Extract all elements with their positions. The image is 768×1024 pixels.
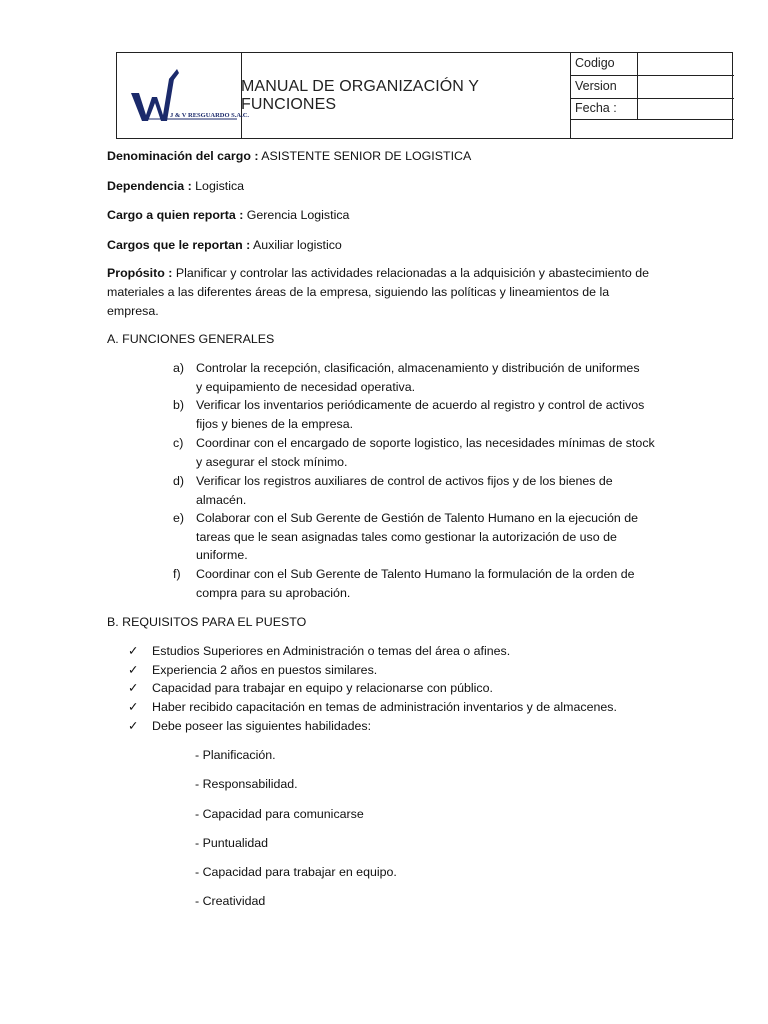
field-label: Dependencia : bbox=[107, 179, 192, 193]
field-denominacion bbox=[107, 147, 471, 165]
item-marker: e) bbox=[173, 511, 185, 525]
field-reporta bbox=[107, 206, 349, 224]
logo-cell bbox=[117, 53, 250, 138]
item-marker: d) bbox=[173, 474, 185, 488]
field-label: Propósito : bbox=[107, 266, 173, 280]
skill-item: - Planificación. bbox=[195, 748, 276, 762]
document-header bbox=[116, 52, 733, 139]
meta-label: Version bbox=[575, 79, 617, 93]
field-dependencia bbox=[107, 177, 244, 195]
skill-item: - Capacidad para comunicarse bbox=[195, 807, 364, 821]
proposito-line: Propósito : Planificar y controlar las actividades relacionadas a la adquisición y abastecimiento de bbox=[107, 266, 650, 280]
meta-row-codigo bbox=[571, 53, 734, 76]
requirement-item: ✓ Haber recibido capacitación en temas de administración inventarios y de almacenes. bbox=[128, 700, 617, 714]
proposito-line: materiales a las diferentes áreas de la empresa, siguiendo las políticas y lineamientos de la bbox=[107, 285, 610, 299]
requirement-item: ✓ Estudios Superiores en Administración o temas del área o afines. bbox=[128, 644, 511, 658]
manual-title: MANUAL DE ORGANIZACIÓN Y FUNCIONES bbox=[241, 77, 479, 113]
requirement-item: ✓ Debe poseer las siguientes habilidades: bbox=[128, 719, 372, 733]
field-label: Denominación del cargo : bbox=[107, 149, 259, 163]
field-value: Auxiliar logistico bbox=[252, 238, 342, 252]
field-value: Logistica bbox=[195, 179, 245, 193]
meta-row-version bbox=[571, 76, 734, 99]
field-value: Gerencia Logistica bbox=[246, 208, 350, 222]
section-b-title: B. REQUISITOS PARA EL PUESTO bbox=[107, 615, 307, 629]
skill-item: - Responsabilidad. bbox=[195, 777, 298, 791]
item-marker: c) bbox=[173, 436, 184, 450]
field-proposito bbox=[107, 264, 667, 321]
check-icon: ✓ bbox=[128, 644, 139, 658]
check-icon: ✓ bbox=[128, 663, 139, 677]
company-name-text: J & V RESGUARDO S.A.C. bbox=[170, 112, 250, 119]
meta-table bbox=[570, 53, 734, 138]
meta-label: Fecha : bbox=[575, 101, 617, 115]
requirement-item: ✓ Capacidad para trabajar en equipo y relacionarse con público. bbox=[128, 681, 493, 695]
meta-row-fecha bbox=[571, 99, 734, 120]
section-a-title: A. FUNCIONES GENERALES bbox=[107, 332, 275, 346]
proposito-line: empresa. bbox=[107, 304, 159, 318]
skill-item: - Puntualidad bbox=[195, 836, 269, 850]
check-icon: ✓ bbox=[128, 719, 139, 733]
item-marker: f) bbox=[173, 567, 181, 581]
item-marker: b) bbox=[173, 398, 185, 412]
field-label: Cargo a quien reporta : bbox=[107, 208, 244, 222]
field-reportan bbox=[107, 236, 342, 254]
skill-item: - Creatividad bbox=[195, 894, 266, 908]
check-icon: ✓ bbox=[128, 681, 139, 695]
company-logo bbox=[117, 53, 250, 138]
field-label: Cargos que le reportan : bbox=[107, 238, 251, 252]
skill-item: - Capacidad para trabajar en equipo. bbox=[195, 865, 397, 879]
field-value: ASISTENTE SENIOR DE LOGISTICA bbox=[261, 149, 472, 163]
check-icon: ✓ bbox=[128, 700, 139, 714]
meta-label: Codigo bbox=[575, 56, 615, 70]
item-marker: a) bbox=[173, 361, 185, 375]
requirement-item: ✓ Experiencia 2 años en puestos similares. bbox=[128, 663, 378, 677]
meta-row-blank bbox=[571, 120, 734, 138]
